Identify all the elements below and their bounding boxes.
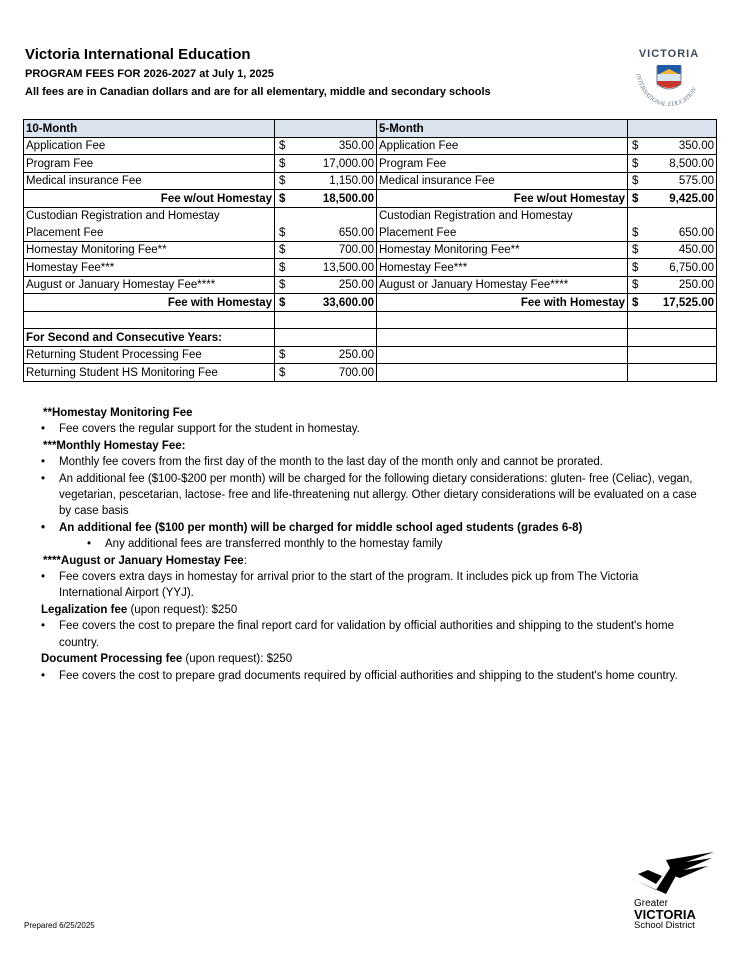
note-heading: ****August or January Homestay Fee:: [43, 554, 247, 567]
fee-amount: 350.00: [338, 140, 374, 152]
fee-amount: 700.00: [338, 366, 374, 379]
section-heading-row: [24, 329, 717, 347]
currency-symbol: $: [279, 349, 286, 361]
note-bullet: • Monthly fee covers from the first day of the month to the last day of the month only and cannot be prorated.: [41, 454, 701, 470]
currency-symbol: $: [632, 140, 639, 152]
currency-symbol: $: [279, 192, 286, 205]
currency-note: All fees are in Canadian dollars and are for all elementary, middle and secondary schools: [25, 86, 491, 98]
note-heading: Legalization fee (upon request): $250: [41, 603, 238, 616]
fee-label: Homestay Monitoring Fee**: [24, 241, 275, 259]
fee-label: Program Fee: [24, 155, 275, 173]
currency-symbol: $: [279, 366, 286, 379]
school-district-logo: [626, 850, 718, 936]
table-row: [24, 137, 717, 155]
note-heading: Document Processing fee (upon request): $250: [41, 653, 293, 666]
fee-label: August or January Homestay Fee****: [24, 276, 275, 294]
subtotal-amount: 18,500.00: [322, 192, 374, 205]
currency-symbol: $: [279, 157, 286, 170]
total-amount: 33,600.00: [322, 296, 374, 309]
fees-table: [23, 119, 717, 382]
fee-label: Custodian Registration and Homestay: [24, 207, 275, 224]
currency-symbol: $: [279, 244, 286, 256]
note-heading: **Homestay Monitoring Fee: [43, 407, 193, 419]
fee-amount: 450.00: [678, 244, 714, 256]
table-row: [24, 207, 717, 224]
note-bullet: • An additional fee ($100-$200 per month) will be charged for the following dietary considerations: gluten- free (Celiac), vegan, vegetarian, pescetarian, lactose- free and life-threatening nut allergy. Other dietary considerations will be evaluated on a case by case basis: [41, 471, 701, 520]
fee-label: Program Fee: [377, 155, 628, 173]
currency-symbol: $: [632, 175, 639, 187]
table-row: [24, 224, 717, 241]
currency-symbol: $: [279, 296, 286, 309]
table-row: [24, 346, 717, 364]
fee-label: Homestay Fee***: [377, 259, 628, 277]
spacer-row: [24, 311, 717, 329]
fee-amount: 17,000.00: [322, 157, 374, 170]
total-label: Fee with Homestay: [24, 294, 275, 312]
note-bullet: • Fee covers the cost to prepare the final report card for validation by official authorities and shipping to the student's home country.: [41, 618, 701, 651]
subtotal-label: Fee w/out Homestay: [377, 190, 628, 208]
fee-label: Homestay Monitoring Fee**: [377, 241, 628, 259]
fee-label: Medical insurance Fee: [377, 172, 628, 190]
currency-symbol: $: [632, 261, 639, 274]
total-label: Fee with Homestay: [377, 294, 628, 312]
fee-label: Application Fee: [377, 137, 628, 155]
table-row: [24, 155, 717, 173]
fee-label: August or January Homestay Fee****: [377, 276, 628, 294]
fee-label: Application Fee: [24, 137, 275, 155]
logo-wordmark: VICTORIA: [638, 48, 700, 60]
header-10-month: 10-Month: [24, 120, 275, 138]
currency-symbol: $: [632, 296, 639, 309]
currency-symbol: $: [279, 279, 286, 291]
note-bullet: • Fee covers the cost to prepare grad documents required by official authorities and shipping to the student's home country.: [41, 668, 701, 684]
fee-period-subtitle: PROGRAM FEES FOR 2026-2027 at July 1, 2025: [25, 68, 274, 80]
prepared-date: Prepared 6/25/2025: [24, 921, 95, 930]
fee-amount: 6,750.00: [669, 261, 714, 274]
table-row: [24, 241, 717, 259]
logo-emblem-icon: [626, 48, 712, 110]
fee-label: Homestay Fee***: [24, 259, 275, 277]
fee-notes: [41, 405, 701, 684]
table-header-row: [24, 120, 717, 138]
fee-label: Medical insurance Fee: [24, 172, 275, 190]
fee-amount: 13,500.00: [322, 261, 374, 274]
note-bullet: • An additional fee ($100 per month) will be charged for middle school aged students (grades 6-8): [41, 520, 701, 536]
fee-amount: 650.00: [338, 226, 374, 239]
victoria-international-education-logo: [626, 48, 712, 110]
fee-label: Custodian Registration and Homestay: [377, 207, 628, 224]
table-row: [24, 172, 717, 190]
note-heading: ***Monthly Homestay Fee:: [43, 439, 186, 452]
currency-symbol: $: [279, 140, 286, 152]
table-row: [24, 276, 717, 294]
fee-label: Returning Student HS Monitoring Fee: [24, 364, 275, 382]
fee-amount: 8,500.00: [669, 157, 714, 170]
fee-label: Returning Student Processing Fee: [24, 346, 275, 364]
currency-symbol: $: [632, 244, 639, 256]
table-row: [24, 259, 717, 277]
currency-symbol: $: [279, 226, 286, 239]
district-name-line3: School District: [634, 920, 695, 931]
note-sub-bullet: • Any additional fees are transferred monthly to the homestay family: [87, 536, 701, 552]
fee-amount: 1,150.00: [329, 175, 374, 187]
district-wings-icon: [626, 850, 718, 900]
currency-symbol: $: [632, 226, 639, 239]
fee-amount: 350.00: [678, 140, 714, 152]
section-heading: For Second and Consecutive Years:: [24, 329, 275, 347]
fee-amount: 575.00: [678, 175, 714, 187]
logo-arc-text: INTERNATIONAL EDUCATION: [634, 72, 699, 109]
subtotal-label: Fee w/out Homestay: [24, 190, 275, 208]
table-row: [24, 364, 717, 382]
total-row: [24, 294, 717, 312]
note-bullet: • Fee covers the regular support for the student in homestay.: [41, 421, 701, 437]
note-bullet: • Fee covers extra days in homestay for arrival prior to the start of the program. It includes pick up from The Victoria International Airport (YYJ).: [41, 569, 701, 602]
currency-symbol: $: [632, 157, 639, 170]
fee-amount: 250.00: [338, 279, 374, 291]
page-title: Victoria International Education: [25, 46, 251, 63]
fee-amount: 250.00: [338, 349, 374, 361]
district-name-line1: Greater: [634, 898, 668, 909]
fee-label: Placement Fee: [24, 224, 275, 241]
currency-symbol: $: [279, 175, 286, 187]
header-5-month: 5-Month: [377, 120, 628, 138]
subtotal-row: [24, 190, 717, 208]
fee-amount: 650.00: [678, 226, 714, 239]
fee-amount: 700.00: [338, 244, 374, 256]
currency-symbol: $: [279, 261, 286, 274]
fee-amount: 250.00: [678, 279, 714, 291]
district-name-line2: VICTORIA: [634, 907, 696, 922]
fee-label: Placement Fee: [377, 224, 628, 241]
subtotal-amount: 9,425.00: [669, 192, 714, 205]
currency-symbol: $: [632, 279, 639, 291]
total-amount: 17,525.00: [662, 296, 714, 309]
currency-symbol: $: [632, 192, 639, 205]
